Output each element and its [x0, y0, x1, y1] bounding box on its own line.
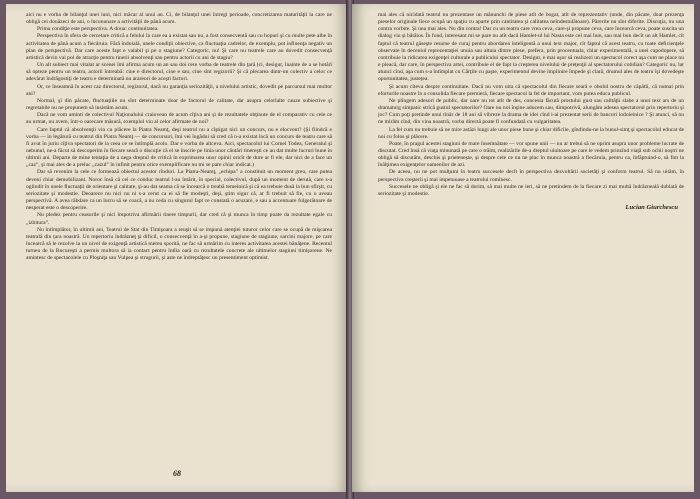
- paragraph: Or, ce înseamnă în acest caz directorul, regizorul, dacă nu garanţia seriozităţii, a nivelului artistic, dovedit pe parcursul mai multor ani?: [26, 83, 332, 97]
- paragraph: Poate, în pragul acestei stagiuni de mare însemnătate — vor spune unii — nu ar trebui să ne oprim asupra unor probleme lucrate de discutat. Cred însă că viaţa minunată pe care o trăim, realizările de-a dreptul uluitoare pe care le vedem prinzînd viaţă sub ochii noştri ne obligă să discutăm, deschis şi prietenește, şi despre cele ce nu ne plac în munca noastră a fiecăruia, pentru ca, înfăptuind-o, să fim la înălţimea exigenţelor oamenilor de azi.: [378, 140, 684, 169]
- paragraph: Succesele ne obligă şi ele ne fac să dorim, să mai multe ne ieri, să ne pretindem de la fiecare zi mai multă îndrăzneală dublată de seriozitate şi modestie.: [378, 183, 684, 197]
- right-page: [352, 4, 694, 492]
- paragraph: Ne plîngem adesori de public, dar oare nu tot atît de des, concesia făcută prostului gust sau calităţii slabe a unui text ars de un dramaturg simpatic strică gustul spectatorilor? Oare nu noi înşine aducem sau, dimpotrivă, alungăm adesea spectatorul prin repertoriu şi joc? Cum poţi pretinde unui tînăr de 18 ani să vibreze la drama de idei cînd i-ai prezentat serii de bancuri lodoieinice ? Şi atunci, să nu ne mirăm cînd, din vina noastră, vorba directă poate fi confundată cu vulgaritatea.: [378, 97, 684, 126]
- paragraph: Dacă ne vom aminti de colectivul Naţionalului craiovean de acum cîţiva ani şi de rezultatele obţinute de el comparativ cu cele ce au urmat, nu avem, într-o oarecare măsură, exemplul viu al celor afirmate de noi?: [26, 112, 332, 126]
- paragraph: Şi acum cîteva despre continuitate. Dacă nu vom uita că spectacolul din fiecare seară e obolul nostru de căpătîi, că numai prin eforturile noastre în a consolida fiecare premieră, fiecare spectacol la fel de important, vom putea educa publicul.: [378, 83, 684, 97]
- paragraph: De aceea, nu ne pot mulţumi în teatru succesele decît în perspectiva dezvoltării societăţi şi conform teatrul. Să nu uităm, în perspectiva creşterii şi mai impetuoase a teatrului romînesc.: [378, 169, 684, 183]
- paragraph: La fel cum nu trebuie să ne mire astăzi lungi ale unor piese bune şi chiar dificile, gîndindu-ne la bunul-simţ şi spectacolul educat de noi cu folos şi plăcere.: [378, 126, 684, 140]
- paragraph: aici nu e vorba de bilanţul unei luni, nici măcar al unui an. Ci, de bilanţul unei întregi perioade, concretizarea maturităţii la care ne obligă cei douăzeci de ani, o încununare a activităţii de până acum.: [26, 12, 332, 26]
- left-page: [6, 4, 348, 492]
- page-number: 68: [173, 469, 181, 478]
- author-signature: Lucian Giurchescu: [625, 204, 678, 212]
- left-text-column: [26, 12, 332, 262]
- paragraph: Prima condiţie este perspectiva. A doua: continuitatea.: [37, 26, 159, 33]
- right-text-column: [378, 12, 684, 211]
- paragraph: Dar să revenim la cele ce formează obiectul acestor rînduri. La Piatra-Neamţ, „echipa” a constituit un moment greu, care putea deveni chiar demobilizant. Noroc însă că cei ce conduc teatrul l-au întărit, în special, colectivul, după un moment de derută, care s-a oglindit în unele fluctuaţii de orientare şi calitate, şi-au dat seama că se încearcă o treabă temeinică şi că ea trebuie dusă la bun sfîrşit, cu seriozitate şi modestie. Deoarece nu nici nu ni s-a cerut ca ei să fie modeşti, deşi, ştim sigur că, ar fi trebuit să fie, cu o aveau perspectivă. A avea răbdare ca un lucru să se coacă, a nu ceda cu singurul fapt ce constată o acuzare, e sau a accentuare fulgerătoare de nesperat este o descoperire.: [26, 169, 332, 212]
- paragraph: Un alt subiect mai vitalat ar scenei îmi afirma acum un an sau doi cere vorba de teatrele din ţară (ci, desigur, înainte de a se hotărî să opteze pentru un teatru, actorii întreabă: cine e directorul, cine e sau, cine sînt regizorii? Şi că plecarea dintr-un colectiv a celor ce adevărat îndrăgostiţi de teatru e determinată nu arareori de aceşti factori.: [26, 62, 332, 83]
- paragraph: Nu întîmplător, în ultimii ani, Teatrul de Stat din Timişoara a reuşit să se impună atenţiei tuturor celor care se ocupă de mişcarea teatrală din ţara noastră. Un repertoriu îndrăzneţ şi dificil, o consecvenţă în a-şi propune, stagiune de stagiune, sarcini majore, pe care încearcă să le rezolve la un nivel de exigenţă artistică mereu sporită, ne fac să urmărim cu interes activitatea acestei bănăţene. Recentul turneu de la Bucureşti a permis multora să ia contact pentru întîia oară cu rezultatele concrete ale ultimelor stagiuni timişorene. Ne amintesc de spectacolele cu Ploşniţa sau Vulpea şi strugurii, şi aste ne îndreptăţesc un presentiment optimist.: [26, 226, 332, 262]
- paragraph: mai ales că nicidată teatrul nu prezentase un mănunchi de piese atît de bogat, atît de reprezentativ (unde, din păcate, doar prezenţa pieselor originale fiece ocupă un spaţiu cu aparte prin cantitatea şi calitatea neîndestulătoare). Părerile nu sînt diferite. Discuţia, nu una contra vorbite. Şi una mai ales. Nu din contra! Dar cu un teatru care vrea ceva, care-şi propune ceva, care încearcă ceva, poate suscita un dialog viu şi bătăios. În fond, interesant mi se pare nu atît dacă Hamlet-ul lui Nasta este cel mai bun, sau mai bun decît un alt Hamlet, cît faptul că teatrul găseşte resurse de curaj pentru abordarea inteligentă a unui text major, cît faptul că acest teatru, cu toate deficienţele observate în deceniul reprezentaţiei unuia sau altuia dintre piese, prefera, prin procentuala, chiar experimentală, a unei capodopere, să contribuie la ridicarea exigenţei culturale a publicului spectator. Desigur, e mai uşor să realizezi un spectacol corect aşa cum ne place nu e pleacă, dar care, în perspectiva artei, contribuie el de fapt la creşterea nivelului de preţenţii al spectatorului cotidian? Categoric nu, lar atunci cînd, aşa cum s-a întîmplat cu Cărţile cu paşte, experimentul devine împlinire împede şi clară, drumul ales de teatru îşi dovedeşte oportunitatea, justeţea.: [378, 12, 684, 83]
- paragraph: Perspectiva în sfera de cercetare critică a felului în care ea a existat sau nu, a fost consecventă sau cu hopuri şi cu multe pete albe în activitatea de până acum a fiecăruia. Fără îndoială, unele condiţii obiective, ca fluctuaţia cadrelor, de exemplu, pot influenţa negativ un plan de perspectivă. Dar care aceste fapt e valabil şi pe o stagiune? Categoric, nu! Şi care nu teatrele care au dovedit consecvenţă artistică devin vai pol de atracţie pentru tinerii absolvenţi sau pentru actorii cu ani de stagiu?: [26, 33, 332, 61]
- paragraph: Nu pledez pentru ceasurile şi nici împotriva afirmării tinere timpurii, dar cred că şi munca în timp poate da rezultate egale cu „izbitura”.: [26, 212, 332, 226]
- paragraph: Care faptul că absolvenţii vin cu plăcere la Piatra Neamţ, deşi teatrul nu a cîştigat nici un concurs, nu e elocvent? (Şi fiindcă e vorba — în legătură cu teatrul din Piatra Neamţ — de concursuri, îmi vei îngădui să cred că n-a existat încă un concurs de teatru care să fi avut în juriu cîţiva spectatori de la ceea ce se întîmplă acolo. Dar e vorba de altceva. Aici, spectacolul lui Cornel Todea, Generalul şi nebunul, ne-a făcut să descoperim în fiecare seară o discuţie că el se înscrie pe linia unor căutări tinereşti ce au dat multe lucruri bune în ultimii ani. Departe de mine tentaţia de a nega dreptul de critică în exprimarea unor opinii oricît de dure ar fi ele, dar nici de a face un „caz”, şi mai ales de a preluc „cazul” în infinit pentru orice exemplificare nu mi se pare chiar indicat.): [26, 126, 332, 169]
- paragraph: Normal, şi din păcate, fluctuaţiile nu sînt determinate doar de factorul de calitate, dar asupra celorlalte cauze subiective şi regretabile nu ne propunem să insistăm acum.: [26, 97, 332, 112]
